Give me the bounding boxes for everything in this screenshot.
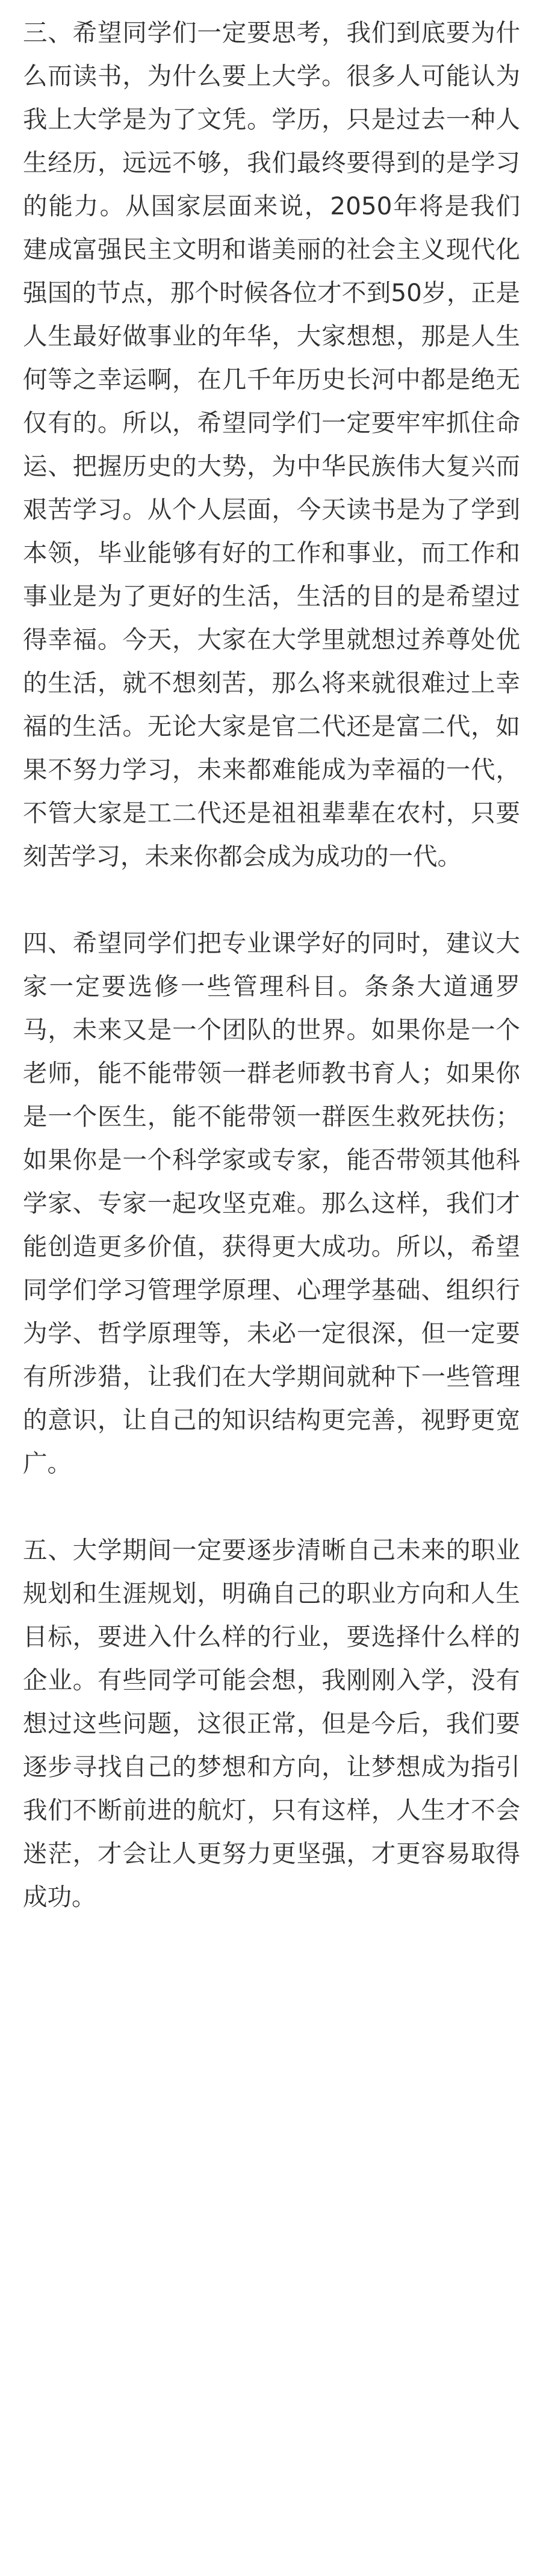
article-body	[23, 11, 520, 1918]
paragraph-three: 三、希望同学们一定要思考，我们到底要为什么而读书，为什么要上大学。很多人可能认为我上大学是为了文凭。学历，只是过去一种人生经历，远远不够，我们最终要得到的是学习的能力。从国家层面来说，2050年将是我们建成富强民主文明和谐美丽的社会主义现代化强国的节点，那个时候各位才不到50岁，正是人生最好做事业的年华，大家想想，那是人生何等之幸运啊，在几千年历史长河中都是绝无仅有的。所以，希望同学们一定要牢牢抓住命运、把握历史的大势，为中华民族伟大复兴而艰苦学习。从个人层面，今天读书是为了学到本领，毕业能够有好的工作和事业，而工作和事业是为了更好的生活，生活的目的是希望过得幸福。今天，大家在大学里就想过养尊处优的生活，就不想刻苦，那么将来就很难过上幸福的生活。无论大家是官二代还是富二代，如果不努力学习，未来都难能成为幸福的一代，不管大家是工二代还是祖祖辈辈在农村，只要刻苦学习，未来你都会成为成功的一代。	[23, 18, 520, 871]
paragraph-four: 四、希望同学们把专业课学好的同时，建议大家一定要选修一些管理科目。条条大道通罗马，未来又是一个团队的世界。如果你是一个老师，能不能带领一群老师教书育人；如果你是一个医生，能不能带领一群医生救死扶伤；如果你是一个科学家或专家，能否带领其他科学家、专家一起攻坚克难。那么这样，我们才能创造更多价值，获得更大成功。所以，希望同学们学习管理学原理、心理学基础、组织行为学、哲学原理等，未必一定很深，但一定要有所涉猎，让我们在大学期间就种下一些管理的意识，让自己的知识结构更完善，视野更宽广。	[23, 929, 520, 1478]
paragraph-five: 五、大学期间一定要逐步清晰自己未来的职业规划和生涯规划，明确自己的职业方向和人生目标，要进入什么样的行业，要选择什么样的企业。有些同学可能会想，我刚刚入学，没有想过这些问题，这很正常，但是今后，我们要逐步寻找自己的梦想和方向，让梦想成为指引我们不断前进的航灯，只有这样，人生才不会迷茫，才会让人更努力更坚强，才更容易取得成功。	[23, 1535, 520, 1911]
